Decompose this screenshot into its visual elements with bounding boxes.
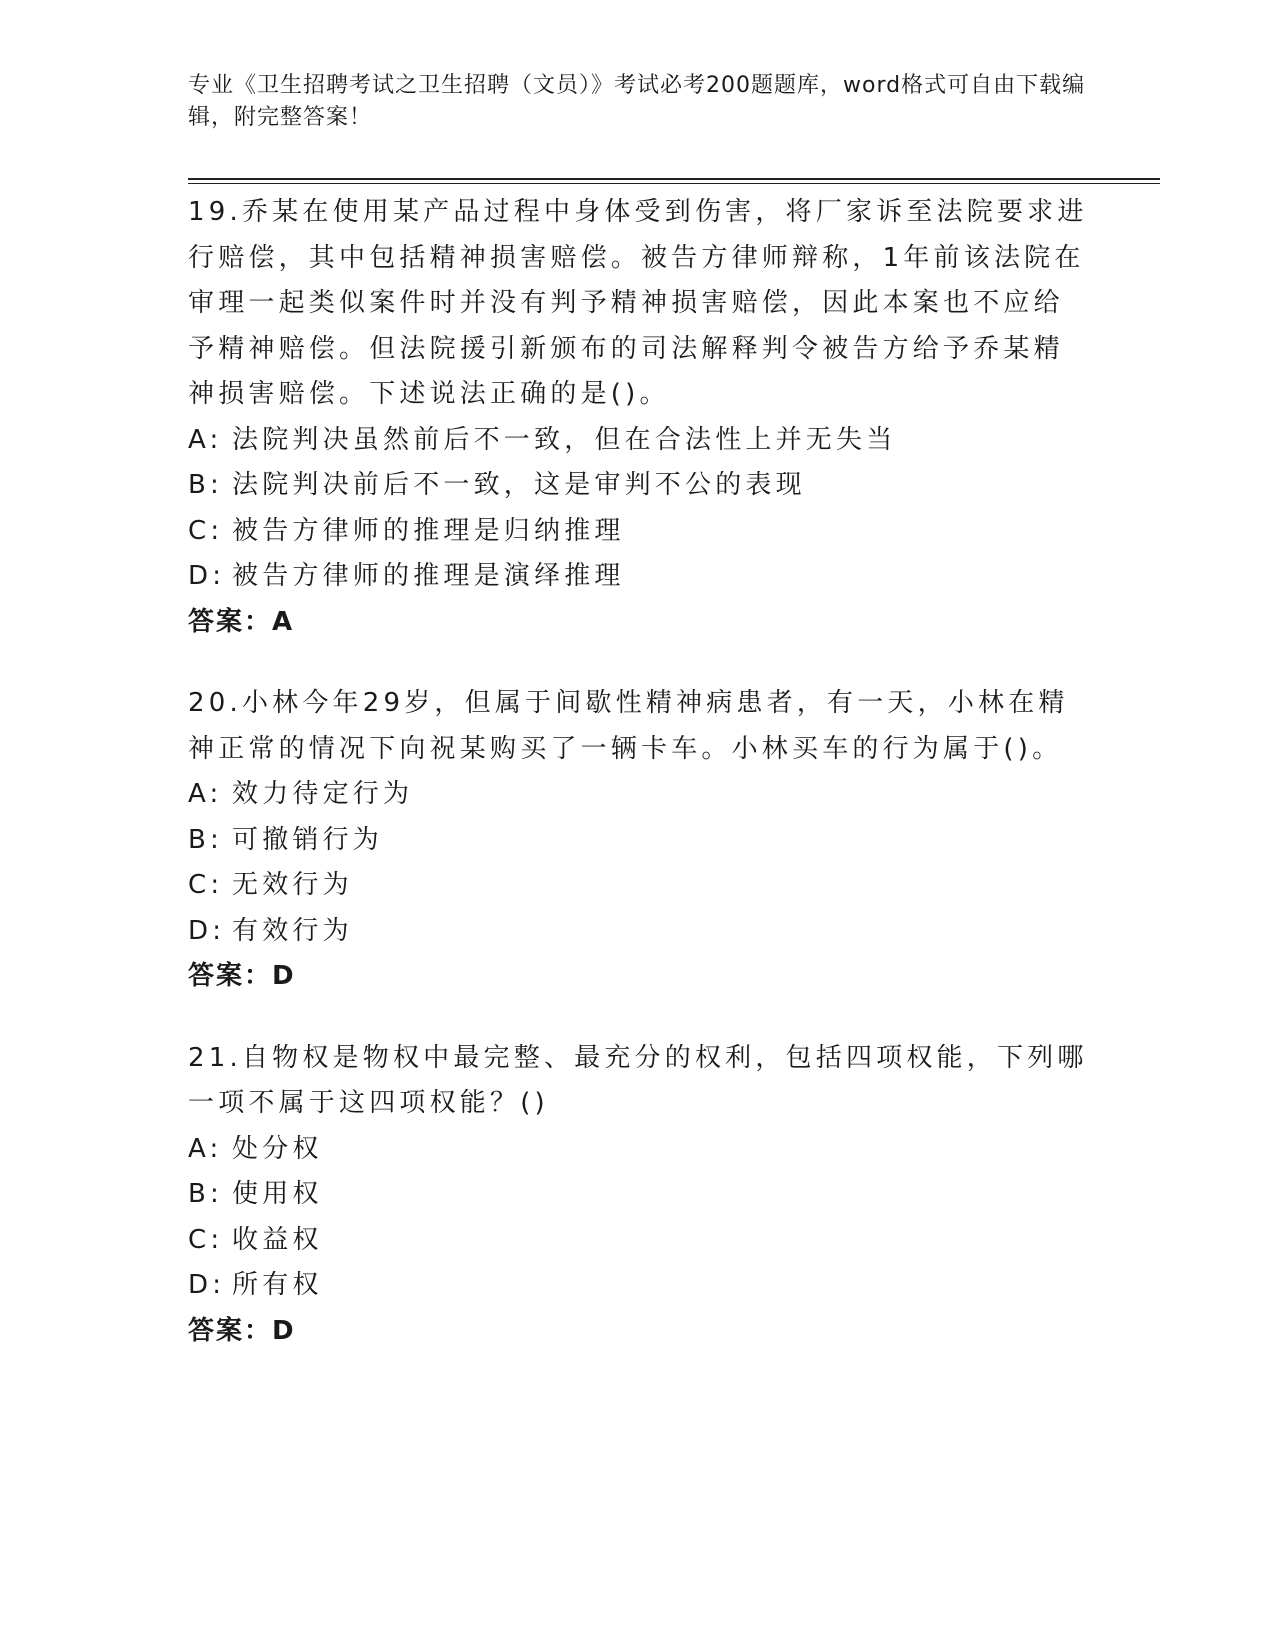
option-text: 无效行为 — [232, 870, 353, 900]
option-letter: C: — [188, 515, 224, 546]
option-a — [188, 772, 1088, 818]
option-c — [188, 509, 1088, 555]
option-letter: A: — [188, 779, 223, 809]
option-text: 法院判决虽然前后不一致，但在合法性上并无失当 — [232, 424, 897, 455]
question-20 — [188, 681, 1088, 1000]
option-letter: B: — [188, 1179, 223, 1209]
option-d — [188, 554, 1088, 600]
option-letter: C: — [188, 870, 224, 900]
option-letter: D: — [188, 915, 226, 946]
option-letter: D: — [188, 1270, 226, 1300]
option-text: 法院判决前后不一致，这是审判不公的表现 — [232, 470, 806, 500]
answer-label: 答案：D — [188, 961, 296, 991]
question-list — [188, 190, 1088, 1390]
option-letter: A: — [188, 1133, 223, 1164]
header-divider-thick — [188, 178, 1160, 180]
question-21 — [188, 1036, 1088, 1355]
option-letter: B: — [188, 824, 223, 855]
option-text: 效力待定行为 — [232, 779, 414, 809]
option-letter: D: — [188, 561, 226, 591]
option-c — [188, 863, 1088, 909]
header-divider-thin — [188, 183, 1160, 184]
answer-label: 答案：D — [188, 1315, 296, 1346]
option-d — [188, 909, 1088, 955]
question-19 — [188, 190, 1088, 645]
option-c — [188, 1218, 1088, 1264]
option-letter: A: — [188, 424, 223, 455]
option-b — [188, 1172, 1088, 1218]
option-text: 被告方律师的推理是演绎推理 — [232, 561, 625, 591]
option-text: 处分权 — [232, 1133, 323, 1164]
document-header: 专业《卫生招聘考试之卫生招聘（文员）》考试必考200题题库，word格式可自由下载编辑，附完整答案！ — [188, 73, 1086, 130]
option-text: 使用权 — [232, 1179, 323, 1209]
option-letter: C: — [188, 1224, 224, 1255]
option-text: 有效行为 — [232, 915, 353, 946]
question-stem: 21.自物权是物权中最完整、最充分的权利，包括四项权能，下列哪一项不属于这四项权能？() — [188, 1042, 1088, 1118]
option-text: 被告方律师的推理是归纳推理 — [232, 515, 625, 546]
option-b — [188, 818, 1088, 864]
option-text: 可撤销行为 — [232, 824, 384, 855]
option-a — [188, 1127, 1088, 1173]
answer-label: 答案：A — [188, 606, 295, 637]
option-b — [188, 463, 1088, 509]
option-text: 所有权 — [232, 1270, 323, 1300]
question-stem: 20.小林今年29岁，但属于间歇性精神病患者，有一天，小林在精神正常的情况下向祝某购买了一辆卡车。小林买车的行为属于()。 — [188, 688, 1069, 764]
option-a — [188, 418, 1088, 464]
option-text: 收益权 — [232, 1224, 323, 1255]
question-stem: 19.乔某在使用某产品过程中身体受到伤害，将厂家诉至法院要求进行赔偿，其中包括精神损害赔偿。被告方律师辩称，1年前该法院在审理一起类似案件时并没有判予精神损害赔偿，因此本案也不应给予精神赔偿。但法院援引新颁布的司法解释判令被告方给予乔某精神损害赔偿。下述说法正确的是()。 — [188, 197, 1088, 409]
option-d — [188, 1263, 1088, 1309]
option-letter: B: — [188, 470, 223, 500]
